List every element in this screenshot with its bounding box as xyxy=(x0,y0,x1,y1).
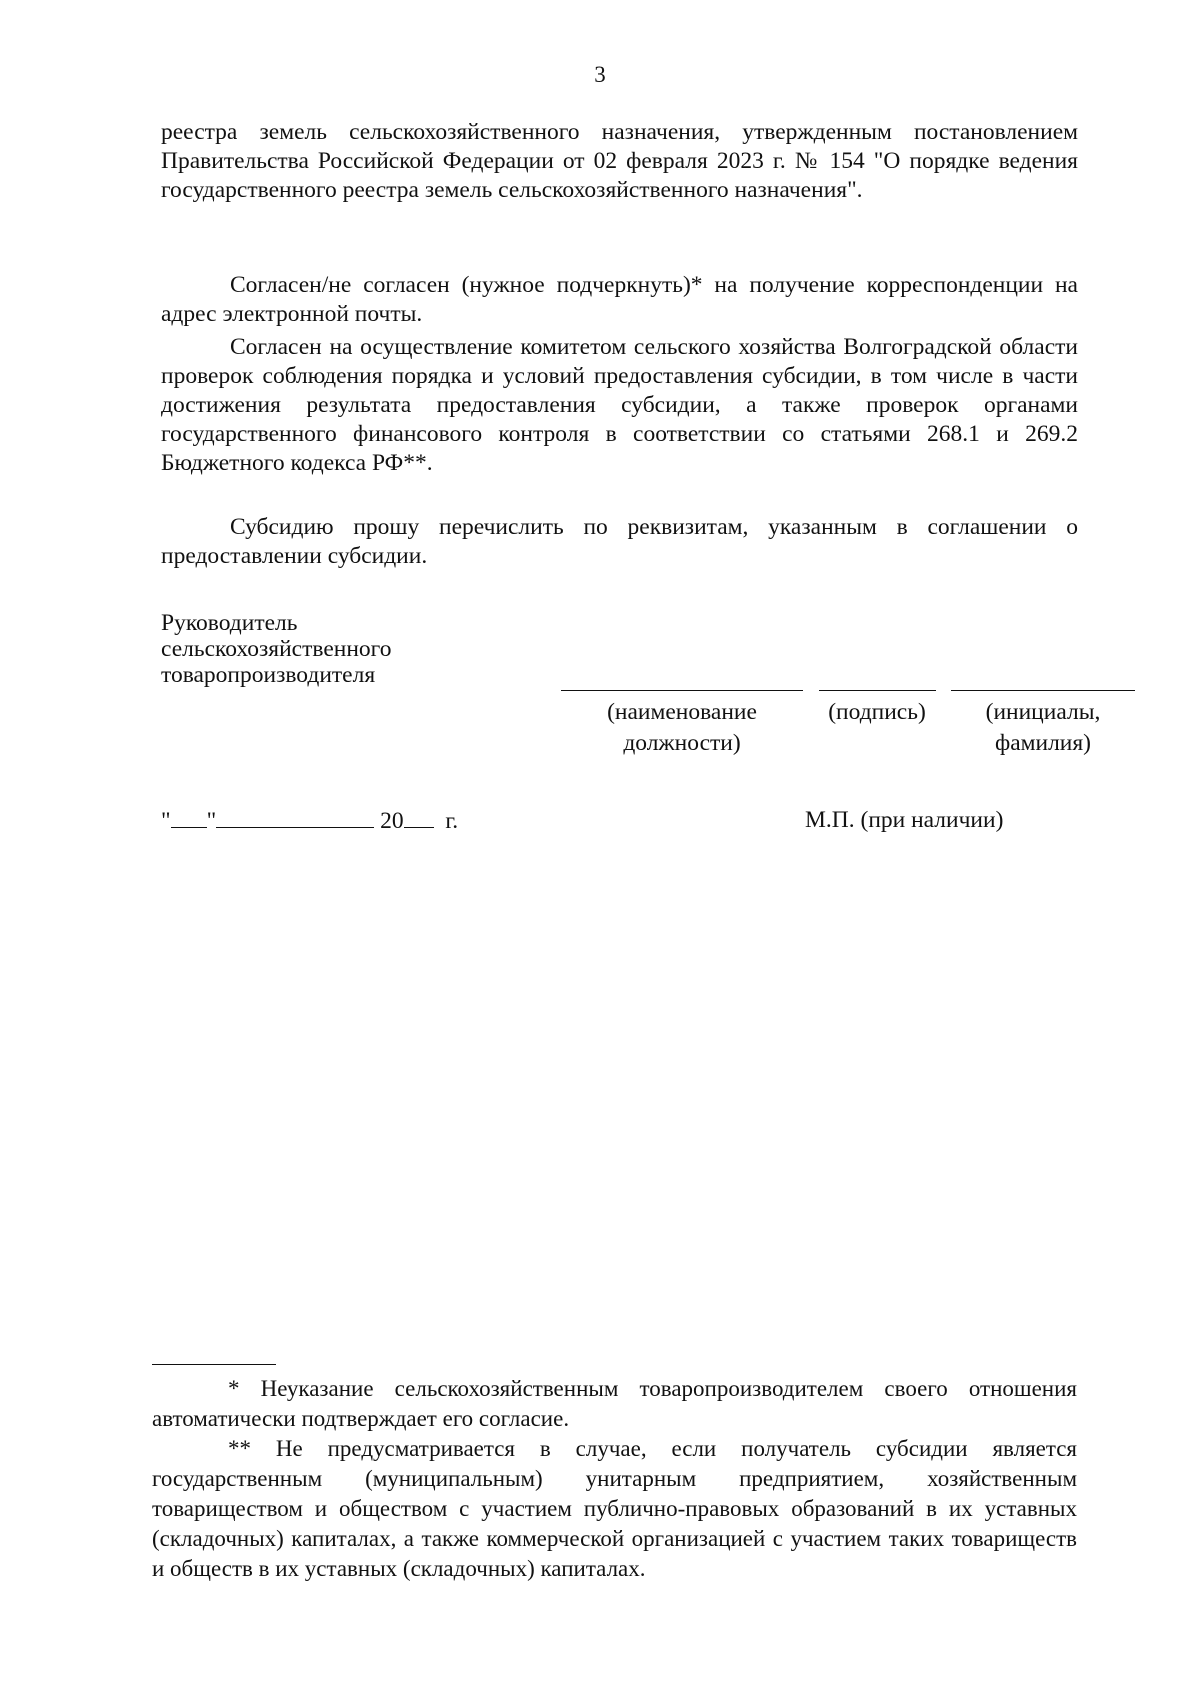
signer-title-line: товаропроизводителя xyxy=(161,662,376,688)
initials-caption-line: фамилия) xyxy=(994,730,1092,756)
paragraph-transfer-request: Субсидию прошу перечислить по реквизитам, указанным в соглашении о предоставлении субсидии. xyxy=(161,514,1078,569)
page-number: 3 xyxy=(594,62,606,87)
month-blank[interactable] xyxy=(216,805,374,828)
paragraph-email-consent: Согласен/не согласен (нужное подчеркнуть)* на получение корреспонденции на адрес электронной почты. xyxy=(161,272,1078,327)
footnote-1: * Неуказание сельскохозяйственным товаропроизводителем своего отношения автоматически подтверждает его согласие. xyxy=(152,1376,1077,1431)
signature-blank-line[interactable] xyxy=(819,690,936,691)
paragraph-inspection-consent: Согласен на осуществление комитетом сельского хозяйства Волгоградской области проверок соблюдения порядка и условий предоставления субсидии, в том числе в части достижения результата предоставления субсидии, а также проверок органами государственного финансового контроля в соответствии со статьями 268.1 и 269.2 Бюджетного кодекса РФ**. xyxy=(161,334,1078,476)
signature-caption: (подпись) xyxy=(828,699,926,725)
year-blank[interactable] xyxy=(404,805,434,828)
signer-title-line: сельскохозяйственного xyxy=(161,636,392,662)
date-quote-close: " xyxy=(206,808,217,834)
year-suffix: г. xyxy=(445,808,459,834)
initials-caption-line: (инициалы, xyxy=(985,699,1101,725)
paragraph-registry-reference: реестра земель сельскохозяйственного назначения, утвержденным постановлением Правительства Российской Федерации от 02 февраля 2023 г. № 154 "О порядке ведения государственного реестра земель сельскохозяйственного назначения". xyxy=(161,119,1078,203)
day-blank[interactable] xyxy=(171,805,207,828)
date-quote-open: " xyxy=(161,808,171,834)
footnote-separator xyxy=(152,1364,276,1365)
footnote-2: ** Не предусматривается в случае, если получатель субсидии является государственным (муниципальным) унитарным предприятием, хозяйственным товариществом и обществом с участием публично-правовых образований в их уставных (складочных) капиталах, а также коммерческой организацией с участием таких товариществ и обществ в их уставных (складочных) капиталах. xyxy=(152,1436,1077,1581)
initials-blank-line[interactable] xyxy=(951,690,1135,691)
position-caption-line: (наименование xyxy=(607,699,757,725)
signer-title xyxy=(161,610,391,688)
position-blank-line[interactable] xyxy=(561,690,803,691)
position-caption-line: должности) xyxy=(623,730,741,756)
seal-placeholder: М.П. (при наличии) xyxy=(805,807,1004,833)
position-caption xyxy=(561,697,803,759)
signer-title-line: Руководитель xyxy=(161,610,298,636)
date-field xyxy=(161,805,458,836)
initials-caption xyxy=(951,697,1135,759)
year-prefix: 20 xyxy=(380,808,404,834)
